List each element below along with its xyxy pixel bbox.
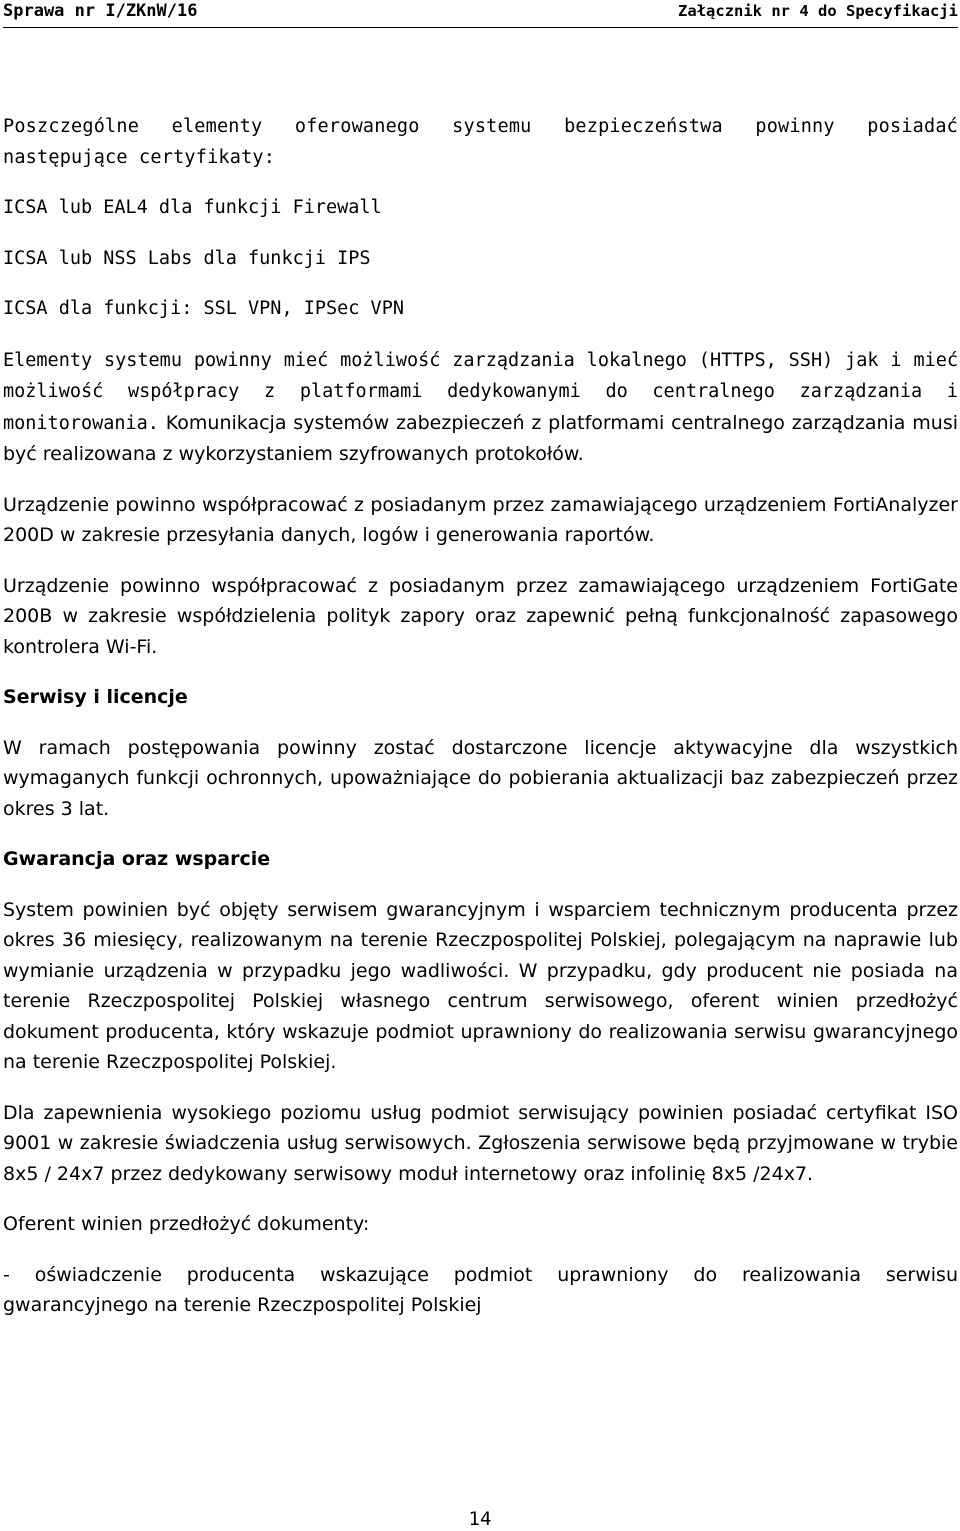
page-header xyxy=(3,0,958,28)
certificate-ips: ICSA lub NSS Labs dla funkcji IPS xyxy=(3,247,371,269)
documents-item: - oświadczenie producenta wskazujące podmiot uprawniony do realizowania serwisu gwarancyjnego na terenie Rzeczpospolitej Polskiej xyxy=(3,1263,958,1316)
certificate-vpn: ICSA dla funkcji: SSL VPN, IPSec VPN xyxy=(3,298,404,319)
fortigate-paragraph: Urządzenie powinno współpracować z posiadanym przez zamawiającego urządzeniem FortiGate 200B w zakresie współdzielenia polityk zapory oraz zapewnić pełną funkcjonalność zapasowego kontrolera Wi-Fi. xyxy=(3,574,958,658)
page-number: 14 xyxy=(468,1508,492,1530)
management-text: Elementy systemu powinny mieć możliwość zarządzania lokalnego (HTTPS, SSH) jak i mieć możliwość współpracy z platformami dedykowanymi do centralnego zarządzania i monitorowania. xyxy=(3,349,958,434)
management-paragraph xyxy=(3,345,958,470)
case-number: Sprawa nr I/ZKnW/16 xyxy=(3,1,198,21)
section-heading-warranty: Gwarancja oraz wsparcie xyxy=(3,848,271,870)
attachment-label: Załącznik nr 4 do Specyfikacji xyxy=(678,2,958,20)
warranty-paragraph: System powinien być objęty serwisem gwarancyjnym i wsparciem technicznym producenta przez okres 36 miesięcy, realizowanym na terenie Rzeczpospolitej Polskiej, polegającym na naprawie lub wymianie urządzenia w przypadku jego wadliwości. W przypadku, gdy producent nie posiada na terenie Rzeczpospolitej Polskiej własnego centrum serwisowego, oferent winien przedłożyć dokument producenta, który wskazuje podmiot uprawniony do realizowania serwisu gwarancyjnego na terenie Rzeczpospolitej Polskiej. xyxy=(3,898,958,1073)
communication-text: Komunikacja systemów zabezpieczeń z platformami centralnego zarządzania musi być realizowana z wykorzystaniem szyfrowanych protokołów. xyxy=(3,411,958,465)
documents-intro: Oferent winien przedłożyć dokumenty: xyxy=(3,1213,370,1235)
fortianalyzer-paragraph: Urządzenie powinno współpracować z posiadanym przez zamawiającego urządzeniem FortiAnalyzer 200D w zakresie przesyłania danych, logów i generowania raportów. xyxy=(3,493,958,546)
service-level-paragraph: Dla zapewnienia wysokiego poziomu usług podmiot serwisujący powinien posiadać certyfikat ISO 9001 w zakresie świadczenia usług serwisowych. Zgłoszenia serwisowe będą przyjmowane w trybie 8x5 / 24x7 przez dedykowany serwisowy moduł internetowy oraz infolinię 8x5 /24x7. xyxy=(3,1101,958,1185)
licenses-paragraph: W ramach postępowania powinny zostać dostarczone licencje aktywacyjne dla wszystkich wymaganych funkcji ochronnych, upoważniające do pobierania aktualizacji baz zabezpieczeń przez okres 3 lat. xyxy=(3,736,958,820)
document-body xyxy=(3,112,958,1321)
intro-paragraph: Poszczególne elementy oferowanego systemu bezpieczeństwa powinny posiadać następujące certyfikaty: xyxy=(3,116,958,168)
certificate-firewall: ICSA lub EAL4 dla funkcji Firewall xyxy=(3,197,382,218)
section-heading-licenses: Serwisy i licencje xyxy=(3,686,188,708)
